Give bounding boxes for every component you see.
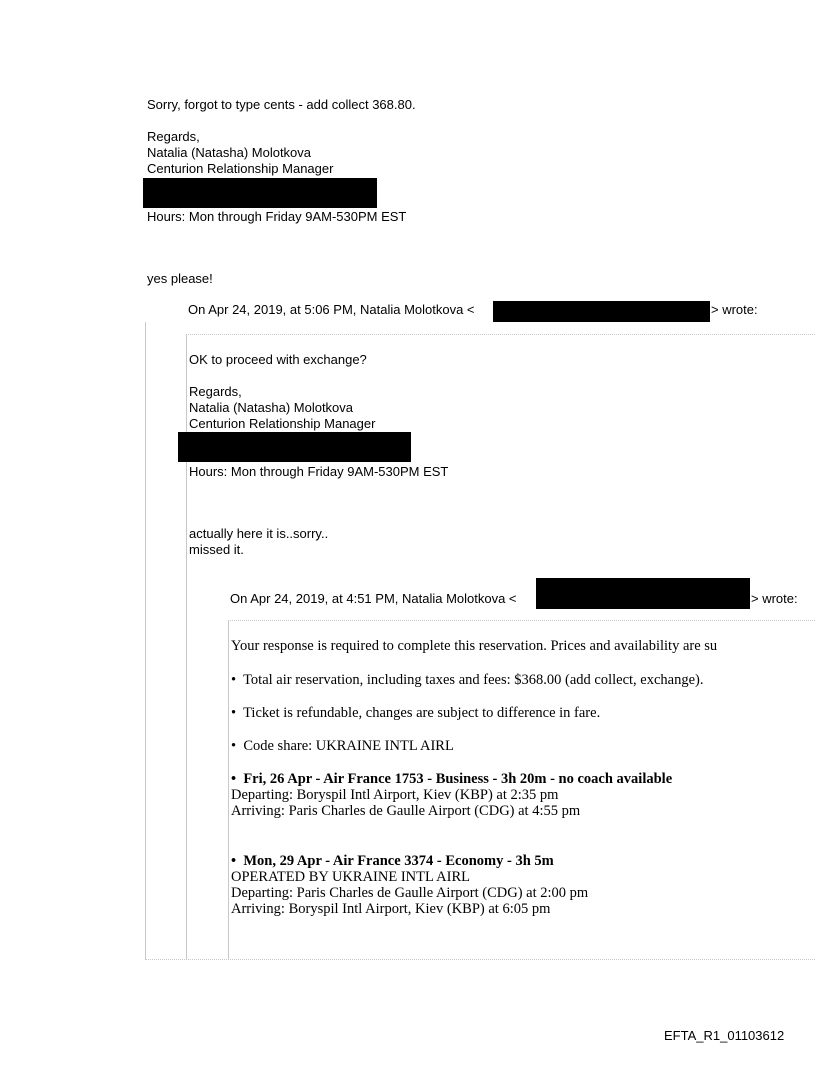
- flight2-operated: OPERATED BY UKRAINE INTL AIRL: [231, 869, 470, 885]
- redaction-block: [178, 432, 411, 462]
- email3-hours: Hours: Mon through Friday 9AM-530PM EST: [189, 464, 449, 479]
- reservation-intro: Your response is required to complete this reservation. Prices and availability are su: [231, 638, 718, 654]
- email1-signature-title: Centurion Relationship Manager: [147, 161, 334, 176]
- flight1-heading-text: Fri, 26 Apr - Air France 1753 - Business - 3h 20m - no coach available: [243, 771, 673, 787]
- reservation-bullet-total: • Total air reservation, including taxes and fees: $368.00 (add collect, exchange).: [231, 672, 704, 688]
- email3-body-line: OK to proceed with exchange?: [189, 352, 367, 367]
- redaction-block: [493, 301, 710, 322]
- email1-hours: Hours: Mon through Friday 9AM-530PM EST: [147, 209, 407, 224]
- quote-header-2-prefix: On Apr 24, 2019, at 4:51 PM, Natalia Molotkova <: [230, 591, 517, 606]
- quote-header-prefix: On Apr 24, 2019, at 5:06 PM, Natalia Molotkova <: [188, 302, 475, 317]
- email1-body-line: Sorry, forgot to type cents - add collect 368.80.: [147, 97, 416, 112]
- email1-regards: Regards,: [147, 129, 200, 144]
- quote-header-2-suffix: > wrote:: [751, 591, 798, 606]
- flight1-departing: Departing: Boryspil Intl Airport, Kiev (KBP) at 2:35 pm: [231, 787, 559, 803]
- reservation-bullet-refund-text: Ticket is refundable, changes are subject to difference in fare.: [243, 705, 601, 721]
- flight2-arriving: Arriving: Boryspil Intl Airport, Kiev (KBP) at 6:05 pm: [231, 901, 551, 917]
- reservation-bullet-codeshare: • Code share: UKRAINE INTL AIRL: [231, 738, 454, 754]
- email3-reply-line2: missed it.: [189, 542, 244, 557]
- flight2-departing: Departing: Paris Charles de Gaulle Airport (CDG) at 2:00 pm: [231, 885, 589, 901]
- email1-signature-name: Natalia (Natasha) Molotkova: [147, 145, 312, 160]
- flight1-heading: • Fri, 26 Apr - Air France 1753 - Business - 3h 20m - no coach available: [231, 771, 673, 787]
- email3-reply-line1: actually here it is..sorry..: [189, 526, 329, 541]
- flight1-arriving: Arriving: Paris Charles de Gaulle Airport (CDG) at 4:55 pm: [231, 803, 581, 819]
- flight2-heading: • Mon, 29 Apr - Air France 3374 - Economy - 3h 5m: [231, 853, 554, 869]
- email3-regards: Regards,: [189, 384, 242, 399]
- flight2-heading-text: Mon, 29 Apr - Air France 3374 - Economy - 3h 5m: [243, 853, 554, 869]
- email3-signature-title: Centurion Relationship Manager: [189, 416, 376, 431]
- quote-header-1: [188, 302, 475, 318]
- bates-number: EFTA_R1_01103612: [664, 1028, 785, 1043]
- email2-body: yes please!: [147, 271, 213, 286]
- reservation-bullet-refund: • Ticket is refundable, changes are subject to difference in fare.: [231, 705, 601, 721]
- reservation-bullet-codeshare-text: Code share: UKRAINE INTL AIRL: [243, 738, 454, 754]
- redaction-block: [143, 178, 377, 208]
- reservation-bullet-total-text: Total air reservation, including taxes and fees: $368.00 (add collect, exchange).: [243, 672, 704, 688]
- redaction-block: [536, 578, 750, 609]
- email3-signature-name: Natalia (Natasha) Molotkova: [189, 400, 354, 415]
- quote-header-suffix: > wrote:: [711, 302, 758, 317]
